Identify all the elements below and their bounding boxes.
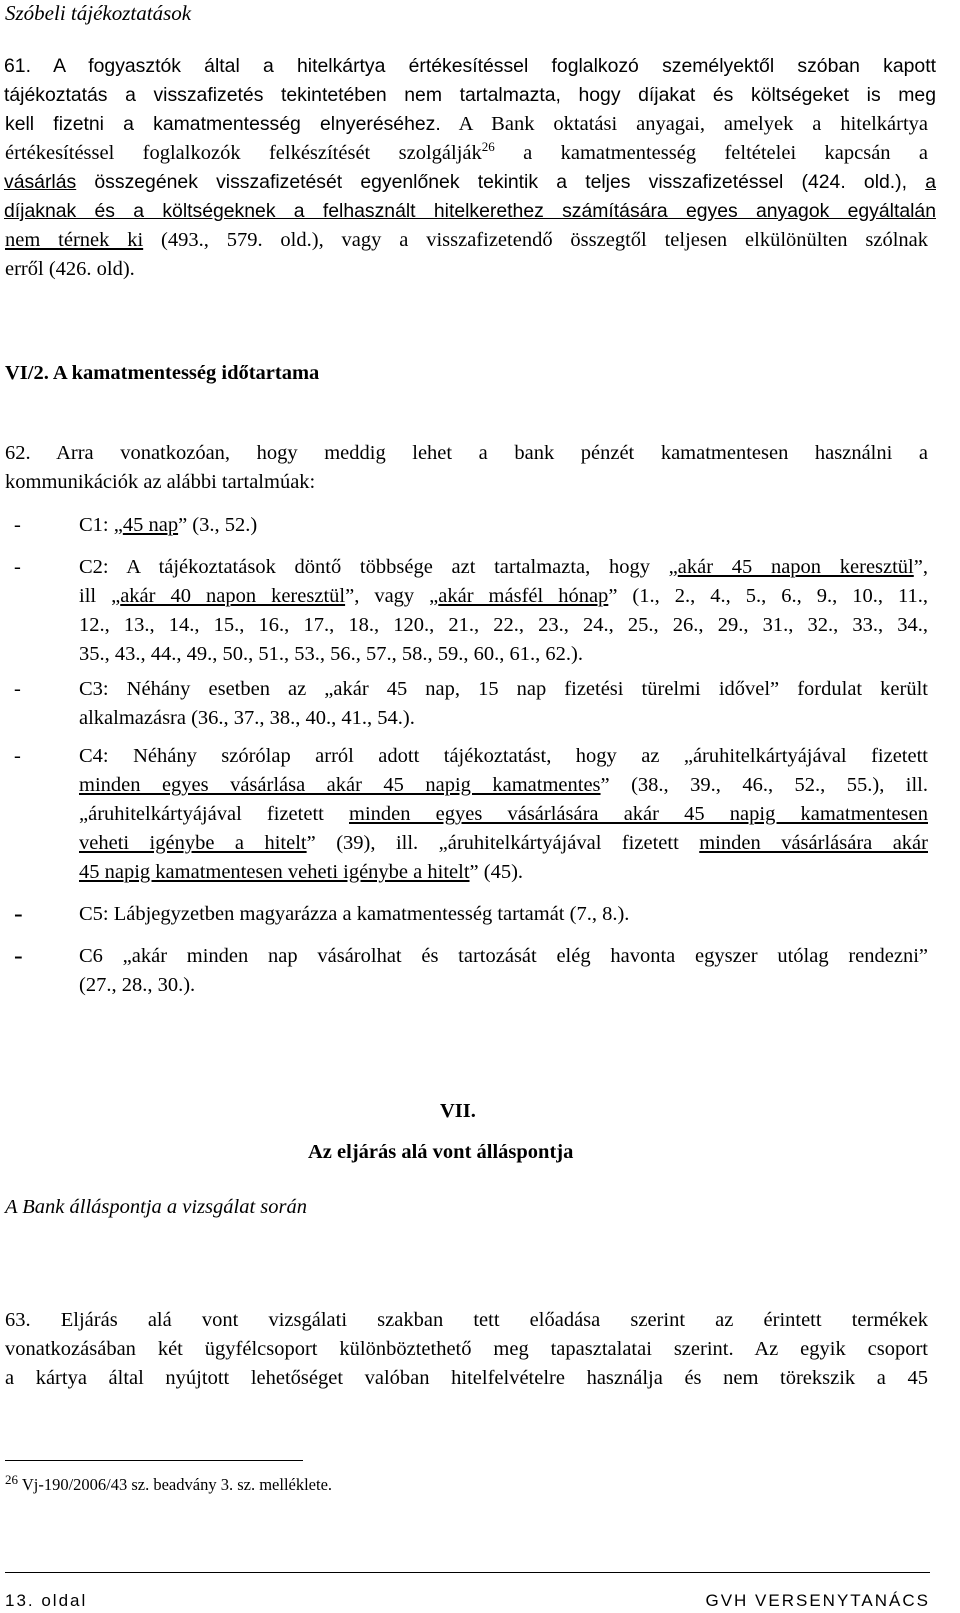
bullet-dash: - [14,745,21,767]
p61-line-7-b: (493., 579. old.), vagy a visszafizetendő összegtől teljesen elkülönülten szólnak [143,229,928,251]
p61-line-7 [5,228,928,252]
p63-line-1: 63. Eljárás alá vont vizsgálati szakban tett előadása szerint az érintett termékek [5,1309,928,1331]
bullet-dash: - [14,514,21,536]
p61-line-5-b: összegének visszafizetését egyenlőnek tekintik a teljes visszafizetéssel (424. old.), [76,171,926,193]
p62-line-1: 62. Arra vonatkozóan, hogy meddig lehet a bank pénzét kamatmentesen használni a [5,442,928,464]
c4-l4-b: ” (39), ill. „áruhitelkártyájával fizetett [306,832,700,854]
subsection-title-bank-position: A Bank álláspontja a vizsgálat során [5,1196,308,1218]
c2-l2-c: ” (1., 2., 4., 5., 6., 9., 10., 11., [608,585,929,607]
c4-l2-b: ” (38., 39., 46., 52., 55.), ill. [600,774,929,796]
bullet-c3-line-1: C3: Néhány esetben az „akár 45 nap, 15 nap fizetési türelmi idővel” fordulat került [79,678,928,700]
c4-l2-underlined: minden egyes vásárlása akár 45 napig kamatmentes [79,774,601,796]
p61-line-6 [4,199,936,223]
footnote-mark: 26 [5,1472,18,1487]
c4-l5-b: ” (45). [469,861,524,883]
p61-line-8: erről (426. old). [5,258,135,280]
p61-line-4-a: értékesítéssel foglalkozók felkészítését szolgálják [5,142,482,164]
section-title-vii: Az eljárás alá vont álláspontja [308,1141,574,1163]
p61-underlined-a: a [925,171,936,193]
bullet-c4-line-3 [79,802,928,826]
footnote-ref-26[interactable]: 26 [481,139,495,154]
section-number-vii: VII. [440,1100,476,1122]
bullet-c4-line-2 [79,773,928,797]
c4-l4-underlined-2: minden vásárlására akár [699,832,928,854]
bullet-dash: - [14,556,21,578]
bullet-c2-line-1 [79,555,928,579]
p61-underlined-purchase: vásárlás [4,171,77,193]
p61-line-3-sans: kell fizetni a kamatmentesség elnyeréséhez. [5,113,441,135]
bullet-c4-line-1: C4: Néhány szórólap arról adott tájékoztatást, hogy az „áruhitelkártyájával fizetett [79,745,928,767]
c4-l3-a: „áruhitelkártyájával fizetett [79,803,349,825]
bullet-c6-line-1: C6 „akár minden nap vásárolhat és tartozását elég havonta egyszer utólag rendezni” [79,945,928,967]
bullet-c5: C5: Lábjegyzetben magyarázza a kamatmentesség tartamát (7., 8.). [79,903,630,925]
p61-line-3-serif: A Bank oktatási anyagai, amelyek a hitelkártya [440,113,928,135]
bullet-c4-line-4 [79,831,928,855]
c1-a: C1: „ [79,514,123,536]
c4-l4-underlined-1: veheti igénybe a hitelt [79,832,307,854]
bullet-dash: - [14,941,23,970]
c2-l2-a: ill „ [79,585,121,607]
footer-rule [5,1572,930,1573]
c2-l2-underlined-2: akár másfél hónap [438,585,609,607]
p63-line-2: vonatkozásában két ügyfélcsoport különböztethető meg tapasztalatai szerint. Az egyik csoport [5,1338,928,1360]
p61-line-2: tájékoztatás a visszafizetés tekintetében nem tartalmazta, hogy díjakat és költségeket is meg [4,84,936,106]
section-title-vi2: VI/2. A kamatmentesség időtartama [5,362,320,384]
bullet-c3-line-2: alkalmazásra (36., 37., 38., 40., 41., 54.). [79,707,415,729]
p61-line-3 [5,112,928,136]
p62-line-2: kommunikációk az alábbi tartalmúak: [5,471,316,493]
p61-line-5 [4,170,936,194]
p61-line-4 [5,141,928,167]
bullet-c2-line-2 [79,584,928,608]
p61-line-1: 61. A fogyasztók által a hitelkártya értékesítéssel foglalkozó személyektől szóban kapott [4,55,936,77]
footnote-26 [5,1474,332,1497]
p61-underlined-not-covered: nem térnek ki [5,229,144,251]
section-heading-oral-info: Szóbeli tájékoztatások [5,1,192,25]
bullet-c6-line-2: (27., 28., 30.). [79,974,196,996]
c2-l1-underlined: akár 45 napon keresztül [677,556,914,578]
bullet-c2-line-3: 12., 13., 14., 15., 16., 17., 18., 120., 21., 22., 23., 24., 25., 26., 29., 31., 32., 33., 34., [79,614,928,636]
bullet-c2-line-4: 35., 43., 44., 49., 50., 51., 53., 56., 57., 58., 59., 60., 61., 62.). [79,643,583,665]
footnote-text: Vj-190/2006/43 sz. beadvány 3. sz. melléklete. [18,1475,333,1494]
c2-l2-underlined-1: akár 40 napon keresztül [120,585,346,607]
c1-b: ” (3., 52.) [178,514,258,536]
bullet-dash: - [14,678,21,700]
c4-l5-underlined: 45 napig kamatmentesen veheti igénybe a hitelt [79,861,470,883]
footnote-separator [5,1460,303,1461]
c2-l2-b: ”, vagy „ [345,585,439,607]
c4-l3-underlined: minden egyes vásárlására akár 45 napig kamatmentesen [349,803,928,825]
c1-underlined: 45 nap [122,514,179,536]
p61-underlined-fees: díjaknak és a költségeknek a felhasznált hitelkerethez számítására egyes anyagok egyáltalán [4,200,936,222]
c2-l1-a: C2: A tájékoztatások döntő többsége azt tartalmazta, hogy „ [79,556,678,578]
bullet-dash: - [14,899,23,928]
c2-l1-b: ”, [913,556,928,578]
footer-organization: GVH VERSENYTANÁCS [705,1591,930,1610]
p63-line-3: a kártya által nyújtott lehetőséget valóban hitelfelvételre használja és nem törekszik a 45 [5,1367,928,1389]
bullet-c4-line-5 [79,860,928,884]
bullet-c1 [79,513,928,537]
footer-page-number: 13. oldal [5,1591,88,1610]
p61-line-4-b: a kamatmentesség feltételei kapcsán a [494,142,929,164]
